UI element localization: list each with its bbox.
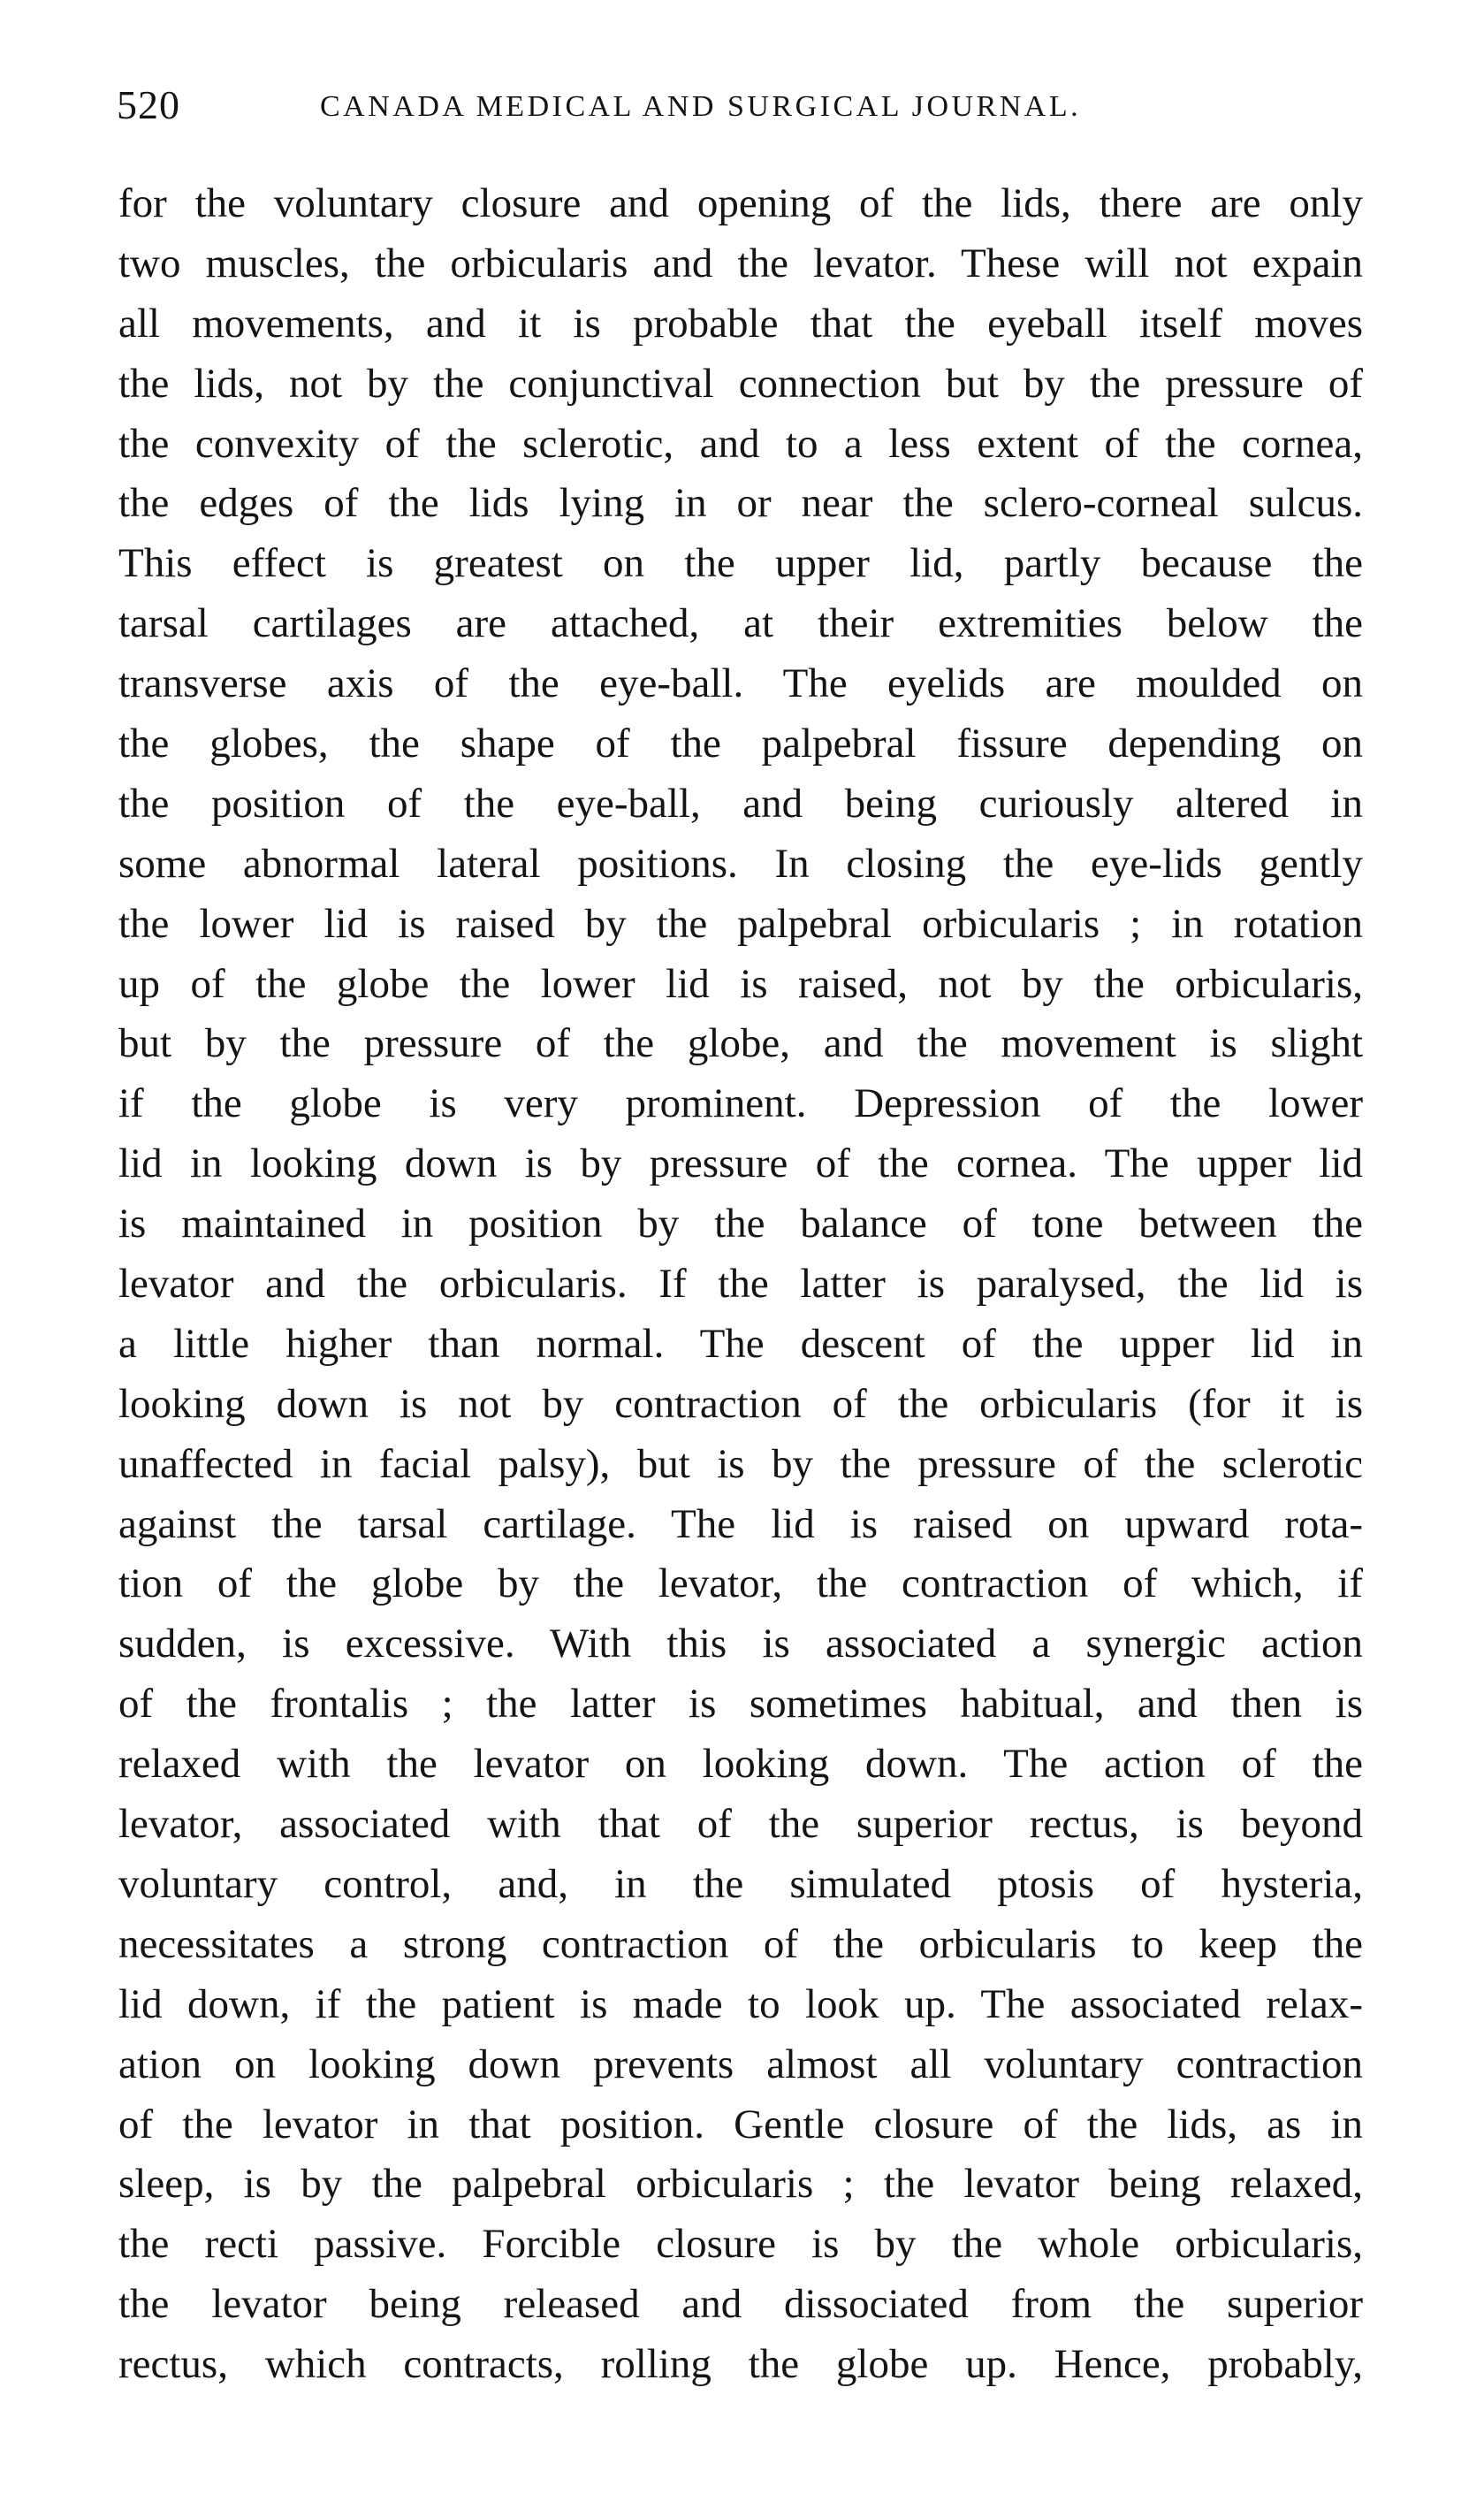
text-line: lid down, if the patient is made to look up. The associated relax-	[118, 1980, 1363, 2027]
text-line: necessitates a strong contraction of the orbicularis to keep the	[118, 1920, 1363, 1967]
text-line: unaffected in facial palsy), but is by the pressure of the sclerotic	[118, 1440, 1363, 1487]
text-line: the globes, the shape of the palpebral fissure depending on	[118, 721, 1363, 767]
text-line: transverse axis of the eye-ball. The eyelids are moulded on	[118, 660, 1363, 707]
text-line: some abnormal lateral positions. In closing the eye-lids gently	[118, 840, 1363, 887]
text-line: for the voluntary closure and opening of the lids, there are only	[118, 180, 1363, 226]
text-line: of the levator in that position. Gentle closure of the lids, as in	[118, 2101, 1363, 2147]
text-line: the edges of the lids lying in or near the sclero-corneal sulcus.	[118, 480, 1363, 527]
text-line: but by the pressure of the globe, and the movement is slight	[118, 1020, 1363, 1067]
text-line: the recti passive. Forcible closure is by the whole orbicularis,	[118, 2221, 1363, 2268]
text-line: This effect is greatest on the upper lid, partly because the	[118, 540, 1363, 587]
text-line: the lids, not by the conjunctival connection but by the pressure of	[118, 360, 1363, 407]
text-line: the position of the eye-ball, and being curiously altered in	[118, 780, 1363, 827]
text-line: sleep, is by the palpebral orbicularis ; the levator being relaxed,	[118, 2161, 1363, 2208]
text-line: the convexity of the sclerotic, and to a less extent of the cornea,	[118, 420, 1363, 467]
text-line: tion of the globe by the levator, the contraction of which, if	[118, 1560, 1363, 1607]
text-line: rectus, which contracts, rolling the globe up. Hence, probably,	[118, 2341, 1363, 2388]
body-text	[118, 174, 1363, 2395]
text-line: the lower lid is raised by the palpebral orbicularis ; in rotation	[118, 900, 1363, 947]
text-line: ation on looking down prevents almost all voluntary contraction	[118, 2041, 1363, 2087]
text-line: of the frontalis ; the latter is sometimes habitual, and then is	[118, 1681, 1363, 1728]
text-line: up of the globe the lower lid is raised, not by the orbicularis,	[118, 960, 1363, 1007]
text-line: relaxed with the levator on looking down. The action of the	[118, 1741, 1363, 1788]
text-line: levator and the orbicularis. If the latter is paralysed, the lid is	[118, 1261, 1363, 1308]
text-line: levator, associated with that of the superior rectus, is beyond	[118, 1801, 1363, 1848]
running-head: CANADA MEDICAL AND SURGICAL JOURNAL.	[320, 90, 1082, 123]
text-line: all movements, and it is probable that the eyeball itself moves	[118, 300, 1363, 347]
text-line: the levator being released and dissociated from the superior	[118, 2281, 1363, 2328]
text-line: if the globe is very prominent. Depression of the lower	[118, 1080, 1363, 1127]
text-line: a little higher than normal. The descent of the upper lid in	[118, 1320, 1363, 1367]
page-number: 520	[117, 82, 180, 127]
page-header	[117, 81, 1372, 134]
text-line: sudden, is excessive. With this is associated a synergic action	[118, 1621, 1363, 1667]
text-line: voluntary control, and, in the simulated ptosis of hysteria,	[118, 1860, 1363, 1907]
text-line: two muscles, the orbicularis and the levator. These will not expain	[118, 240, 1363, 286]
text-line: against the tarsal cartilage. The lid is raised on upward rota-	[118, 1500, 1363, 1547]
text-line: looking down is not by contraction of the orbicularis (for it is	[118, 1380, 1363, 1427]
text-line: tarsal cartilages are attached, at their extremities below the	[118, 600, 1363, 647]
text-line: lid in looking down is by pressure of the cornea. The upper lid	[118, 1140, 1363, 1187]
text-line: is maintained in position by the balance of tone between the	[118, 1201, 1363, 1247]
